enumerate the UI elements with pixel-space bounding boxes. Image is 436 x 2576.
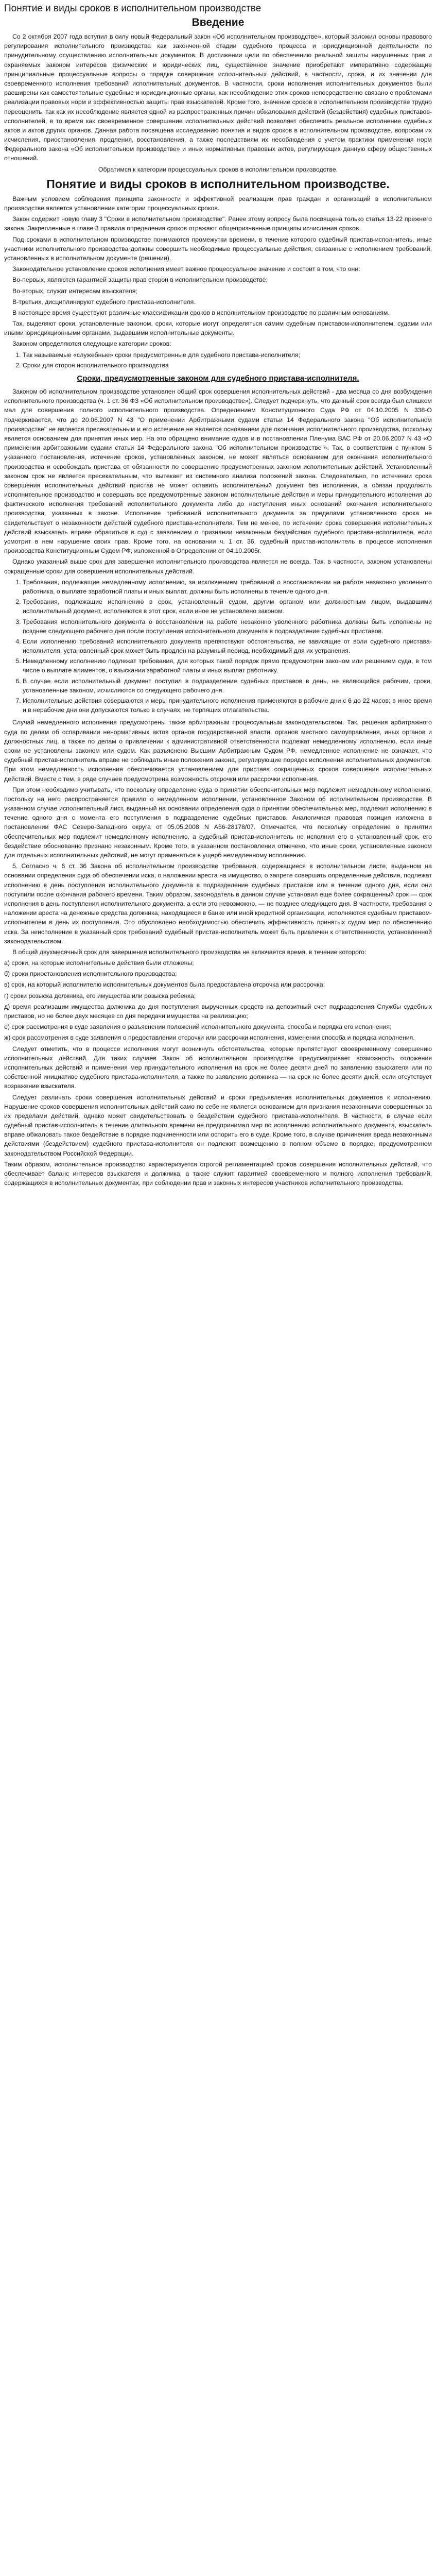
excluded-period-item: е) срок рассмотрения в суде заявления о разъяснении положений исполнительного документа, способа и порядка его исполнения; [4, 1023, 392, 1031]
excluded-period-item: ж) срок рассмотрения в суде заявления о предоставлении отсрочки или рассрочки исполнения, изменении способа и порядка исполнения. [4, 1034, 415, 1042]
section-paragraph: Следует отметить, что в процессе исполнения могут возникнуть обстоятельства, которые препятствуют своевременному совершению исполнительных действий. Для таких случаев Закон об исполнительном производстве предусматривает возможность отложения исполнительных действий и применения мер принудительного исполнения на срок не более десяти дней по заявлению взыскателя или по собственной инициативе судебного пристава-исполнителя, а также по заявлению должника — на срок не более десяти дней, если отсутствует возражение взыскателя. [4, 1045, 432, 1090]
list-item: 1. Требования, подлежащие немедленному исполнению, за исключением требований о восстановлении на работе незаконно уволенного работника, о выплате заработной платы и иных выплат, должны быть исполнены в течение одного дня. [23, 578, 432, 596]
section-paragraph: Законом об исполнительном производстве установлен общий срок совершения исполнительных действий - два месяца со дня возбуждения исполнительного производства (ч. 1 ст. 36 ФЗ «Об исполнительном производстве»). Следует подчеркнуть, что данный срок всегда был слишком мал для совершения полного исполнительного производства. Определением Конституционного Суда РФ от 04.10.2005 N 338-О подчеркивается, что до 20.06.2007 N 43 "О применении Арбитражными судами статьи 14 Федерального закона "Об исполнительном производстве" не является пресекательным и его истечение не является основанием для окончания исполнительного производства, поскольку является основанием для принятия иных мер. На это обращено внимание судов и в постановлении Пленума ВАС РФ от 20.06.2007 N 43 «О применении арбитражными судами статьи 14 Федерального закона "Об исполнительном производстве"». Так, в соответствии с пунктом 5 указанного постановления, истечение сроков, установленных законом, не может являться основанием для окончания исполнительного производства и освобождать пристава от обязанности по совершению предусмотренных законом исполнительных действий. Установленный законом срок не является пресекательным, что вытекает из системного анализа положений закона. Следовательно, по истечении срока совершения исполнительных действий пристав не может оставить исполнительный документ без исполнения, а обязан продолжить исполнительное производство и совершать все предусмотренные законом исполнительные действия и меры принудительного исполнения до фактического исполнения требований исполнительного документа либо до наступления иных оснований окончания исполнительного производства, указанных в законе. Исполнение требований исполнительного документа за пределами установленного срока не свидетельствует о незаконности действий судебного пристава-исполнителя. Тем не менее, по истечении срока совершения исполнительных действий взыскатель вправе обратиться в суд с заявлением о признании незаконным бездействия судебного пристава-исполнителя, если усмотрит в нем нарушение своих прав. Кроме того, на основании ч. 1 ст. 36, судебный пристав-исполнитель в процессе исполнения производства Конституционным Судом РФ, изложенной в Определении от 04.10.2005г. [4, 388, 432, 555]
list-item: 1. Так называемые «служебные» сроки предусмотренные для судебного пристава-исполнителя; [23, 350, 432, 360]
intro-heading: Введение [191, 16, 245, 28]
section-paragraph: Следует различать сроки совершения исполнительных действий и сроки предъявления исполнительных документов к исполнению. Нарушение сроков совершения исполнительных действий само по себе не является основанием для признания незаконными совершенных за их пределами действий, однако может свидетельствовать о бездействии судебного пристава-исполнителя. В частности, в случае если судебный пристав-исполнитель в течение длительного времени не предпринимал мер по исполнению исполнительного документа, взыскатель вправе обжаловать такое бездействие в порядке подчиненности или оспорить его в суде. Кроме того, в случае причинения вреда незаконными действиями (бездействием) судебного пристава-исполнителя он подлежит возмещению в полном объеме в порядке, предусмотренном законодательством Российской Федерации. [4, 1093, 432, 1157]
excluded-period-item: а) сроки, на которые исполнительные действия были отложены; [4, 959, 194, 967]
document-title: Понятие и виды сроков в исполнительном производстве [4, 3, 261, 14]
concept-paragraph: Во-первых, являются гарантией защиты прав сторон в исполнительном производстве; [12, 276, 268, 284]
concept-paragraph: В-третьих, дисциплинируют судебного пристава-исполнителя. [12, 298, 196, 306]
concept-paragraph: Законом определяются следующие категории сроков: [12, 340, 171, 348]
term-categories-list [4, 350, 432, 370]
concept-heading: Понятие и виды сроков в исполнительном производстве. [46, 177, 390, 191]
excluded-period-item: г) сроки розыска должника, его имущества или розыска ребенка; [4, 992, 196, 999]
concept-paragraph: Законодательное установление сроков исполнения имеет важное процессуальное значение и состоит в том, что они: [12, 265, 360, 273]
closing-paragraph: Таким образом, исполнительное производство характеризуется строгой регламентацией сроков совершения исполнительных действий, что обеспечивает баланс интересов взыскателя и должника, а также служит гарантией своевременного и полного исполнения требований, содержащихся в исполнительных документах, при соблюдении прав и законных интересов участников исполнительного производства. [4, 1160, 432, 1187]
document-page [0, 0, 436, 1188]
reduced-terms-list [4, 578, 432, 715]
concept-paragraph: Во-вторых, служат интересам взыскателя; [12, 287, 137, 295]
concept-paragraph: Под сроками в исполнительном производстве понимаются промежутки времени, в течение которого судебный пристав-исполнитель, иные участники исполнительного производства должны совершить необходимые процессуальные действия, связанные с исполнением требований, установленных в исполнительном документе (решении). [4, 235, 432, 262]
section-paragraph: В общий двухмесячный срок для завершения исполнительного производства не включается время, в течение которого: [12, 948, 367, 956]
list-item: 2. Сроки для сторон исполнительного производства [23, 361, 432, 370]
excluded-period-item: в) срок, на который исполнителю исполнительных документов была предоставлена отсрочка или рассрочка; [4, 981, 325, 989]
excluded-period-item: д) время реализации имущества должника до дня поступления вырученных средств на депозитный счет подразделения Службы судебных приставов, но не более двух месяцев со дня передачи имущества на реализацию; [4, 1003, 432, 1020]
concept-paragraph: Закон содержит новую главу 3 "Сроки в исполнительном производстве". Ранее этому вопросу была посвящена только статья 13-22 прежнего закона. Закрепленные в главе 3 правила определения сроков отражают общепризнанные принципы исчисления сроков. [4, 215, 432, 232]
bailiff-terms-heading: Сроки, предусмотренные законом для судебного пристава-исполнителя. [77, 374, 359, 383]
section-paragraph: 5. Согласно ч. 6 ст. 36 Закона об исполнительном производстве требования, содержащиеся в исполнительном листе, выданном на основании определения суда об обеспечении иска, о наложении ареста на имущество, о запрете совершать определенные действия, подлежат исполнению в день поступления исполнительного документа в подразделение судебных приставов или в течение одного дня, если они поступили после окончания рабочего времени. Таким образом, законодатель в данном случае установил еще более сокращенный срок — срок исполнения в день поступления исполнительного документа, а если это невозможно, — не позднее следующего дня. В частности, требования о наложении ареста на денежные средства должника, находящиеся в банке или иной кредитной организации, исполняются судебным приставом-исполнителем в день их поступления. Это обусловлено необходимостью обеспечить эффективность принятых судом мер по обеспечению иска. За неисполнение в указанный срок требований судебный пристав-исполнитель может быть привлечен к ответственности, установленной законодательством. [4, 862, 432, 945]
list-item: 5. Немедленному исполнению подлежат требования, для которых такой порядок прямо предусмотрен законом или решением суда, в том числе о выплате алиментов, о взыскании заработной платы и иных выплат работнику. [23, 656, 432, 675]
list-item: 4. Если исполнению требований исполнительного документа препятствуют обстоятельства, не зависящие от воли судебного пристава-исполнителя, установленный срок может быть продлен на разумный период, необходимый для их устранения. [23, 637, 432, 655]
concept-paragraph: Важным условием соблюдения принципа законности и эффективной реализации прав граждан и организаций в исполнительном производстве является установление категории процессуальных сроков. [4, 195, 432, 212]
intro-transition: Обратимся к категории процессуальных сроков в исполнительном производстве. [98, 165, 338, 173]
concept-paragraph: В настоящее время существуют различные классификации сроков в исполнительном производстве по различным основаниям. [12, 309, 390, 316]
list-item: 7. Исполнительные действия совершаются и меры принудительного исполнения применяются в рабочие дни с 6 до 22 часов; в иное время и в нерабочие дни они допускаются только в случаях, не терпящих отлагательства. [23, 696, 432, 715]
intro-paragraph: Со 2 октября 2007 года вступил в силу новый Федеральный закон «Об исполнительном производстве», который заложил основы правового регулирования исполнительного производства как законченной стадии судебного процесса и юрисдикционной деятельности по принудительному осуществлению исполнительных документов. В достижении цели по обеспечению реальной защиты нарушенных прав и охраняемых законом интересов физических и юридических лиц, существенное значение приобретают императивно содержащие принципиальные процессуальные вопросы о порядке совершения исполнительных действий, в частности, срока, и их значении для своевременного исполнения требований исполнительных документов. В частности, сроки исполнения исполнительных документов были расширены как самостоятельные судебные и юрисдикционные органы, как несоблюдение этих сроков непосредственно связано с проблемами реализации правовых норм и эффективностью защиты прав взыскателей. Кроме того, значение сроков в исполнительном производстве трудно переоценить, так как их несоблюдение является одной из распространенных причин обжалования действий (бездействия) судебных приставов-исполнителей, в то время как своевременное совершение исполнительных действий позволяет обеспечить реальное исполнение судебных актов и актов других органов. Данная работа посвящена исследованию понятия и видов сроков в исполнительном производстве, вопросам их исчисления, приостановления, продления, восстановления, а также последствиям их несоблюдения с учетом практики применения норм Федерального закона «Об исполнительном производстве» и иных нормативных правовых актов, регулирующих данную сферу общественных отношений. [4, 33, 432, 162]
section-paragraph: Случай немедленного исполнения предусмотрены также арбитражным процессуальным законодательством. Так, решения арбитражного суда по делам об оспаривании ненормативных актов органов государственной власти, органов местного самоуправления, иных органов и должностных лиц, а также по делам о привлечении к административной ответственности подлежат немедленному исполнению, если иные сроки не установлены законом или судом. Как разъяснено Высшим Арбитражным Судом РФ, немедленное исполнение не означает, что судебный пристав-исполнитель вправе не соблюдать иные положения закона, регулирующие порядок исполнения исполнительных документов. При этом немедленность исполнения обеспечивается установлением для пристава сокращенных сроков совершения исполнительных действий. Вместе с тем, в ряде случаев предусмотрена возможность отсрочки или рассрочки исполнения. [4, 719, 432, 783]
excluded-period-item: б) сроки приостановления исполнительного производства; [4, 970, 177, 978]
list-item: 2. Требования, подлежащие исполнению в срок, установленный судом, другим органом или должностным лицом, выдавшими исполнительный документ, исполняются в этот срок, если иное не установлено законом. [23, 597, 432, 616]
section-paragraph: При этом необходимо учитывать, что поскольку определение суда о принятии обеспечительных мер подлежит немедленному исполнению, постольку на него распространяется правило о немедленном исполнении, установленное Законом об исполнительном производстве. В указанном случае исполнительный лист, выданный на основании определения суда о принятии обеспечительных мер, подлежит исполнению в течение одного дня с момента его поступления в подразделение судебных приставов. Аналогичная правовая позиция изложена в постановлении ФАС Северо-Западного округа от 05.05.2008 N А56-28178/07. Отмечается, что поскольку определение о принятии обеспечительных мер подлежит немедленному исполнению, а судебный пристав-исполнитель не исполнил его в установленный срок, его бездействие обоснованно признано незаконным. Кроме того, в указанном постановлении отмечено, что иные сроки, установленные законом для отдельных исполнительных действий, не могут применяться в ущерб немедленному исполнению. [4, 786, 432, 859]
concept-paragraph: Так, выделяют сроки, установленные законом, сроки, которые могут определяться самим судебным приставом-исполнителем, судами или иными юрисдикционными органами, выдавшими исполнительные документы. [4, 320, 432, 337]
list-item: 3. Требования исполнительного документа о восстановлении на работе незаконно уволенного работника должны быть исполнены не позднее следующего рабочего дня после поступления исполнительного документа в подразделение судебных приставов. [23, 617, 432, 636]
section-paragraph: Однако указанный выше срок для завершения исполнительного производства является не всегда. Так, в частности, законом установлены сокращенные сроки для совершения исполнительных действий. [4, 558, 432, 575]
list-item: 6. В случае если исполнительный документ поступил в подразделение судебных приставов в день, не являющийся рабочим, сроки, установленные законом, исчисляются со следующего рабочего дня. [23, 676, 432, 695]
